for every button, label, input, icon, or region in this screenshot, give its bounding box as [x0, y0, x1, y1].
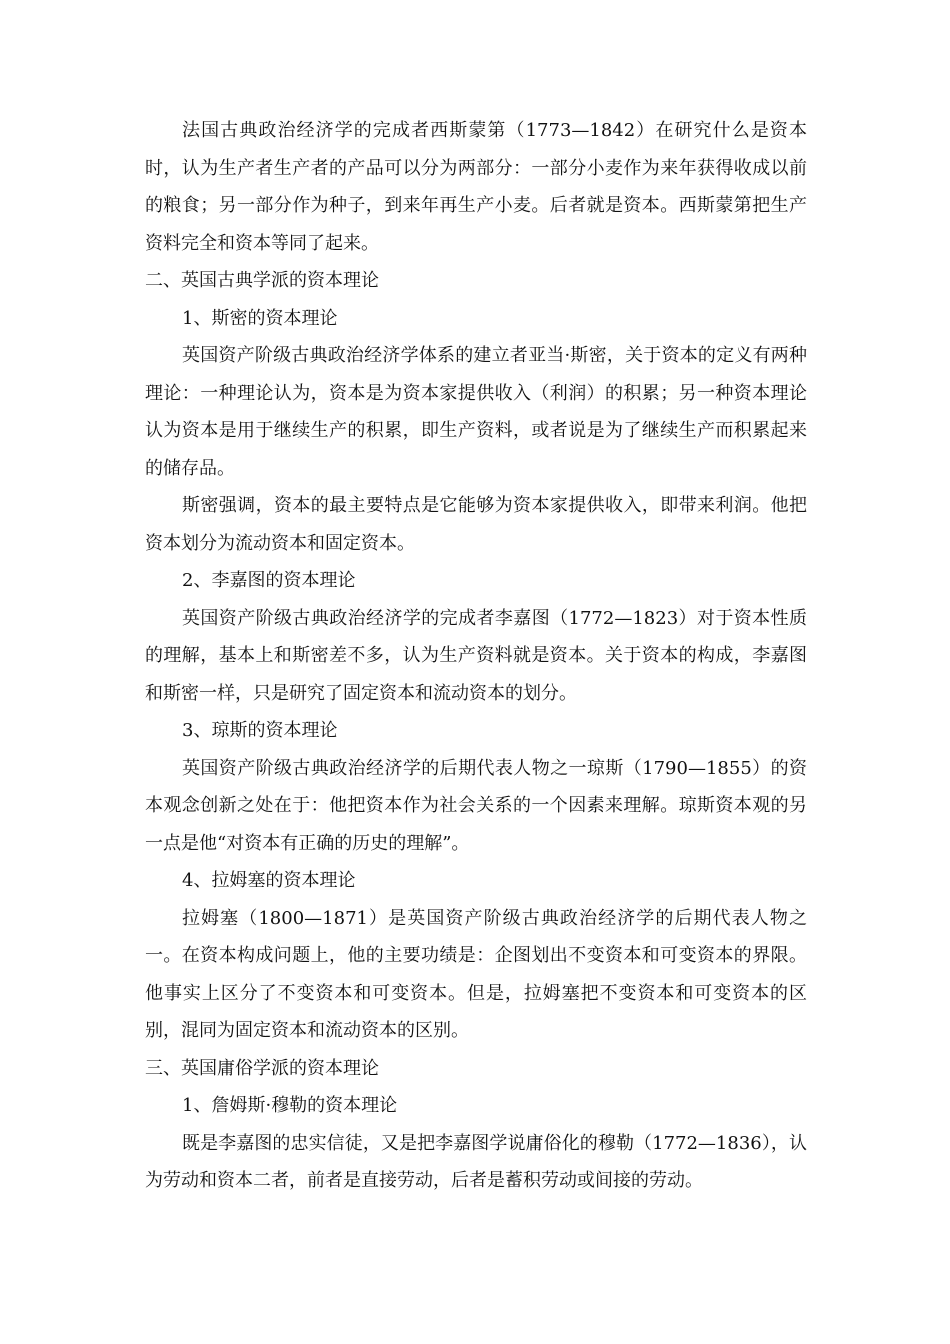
- section-heading-vulgar: 三、英国庸俗学派的资本理论: [145, 1057, 379, 1079]
- subheading-jones: 3、琼斯的资本理论: [182, 720, 338, 741]
- subheading-ricardo: 2、李嘉图的资本理论: [182, 570, 356, 591]
- paragraph-jones: 英国资产阶级古典政治经济学的后期代表人物之一琼斯（1790—1855）的资本观念创新之处在于：他把资本作为社会关系的一个因素来理解。琼斯资本观的另一点是他“对资本有正确的历史的理解”。: [145, 757, 807, 854]
- paragraph-ramsay: 拉姆塞（1800—1871）是英国资产阶级古典政治经济学的后期代表人物之一。在资本构成问题上，他的主要功绩是：企图划出不变资本和可变资本的界限。他事实上区分了不变资本和可变资本。但是，拉姆塞把不变资本和可变资本的区别，混同为固定资本和流动资本的区别。: [145, 907, 807, 1041]
- document-body: [145, 112, 807, 1200]
- subheading-ramsay: 4、拉姆塞的资本理论: [182, 870, 356, 891]
- subheading-smith: 1、斯密的资本理论: [182, 307, 338, 329]
- paragraph-sismondi: 法国古典政治经济学的完成者西斯蒙第（1773—1842）在研究什么是资本时，认为生产者生产者的产品可以分为两部分：一部分小麦作为来年获得收成以前的粮食；另一部分作为种子，到来年再生产小麦。后者就是资本。西斯蒙第把生产资料完全和资本等同了起来。: [145, 120, 807, 254]
- paragraph-ricardo: 英国资产阶级古典政治经济学的完成者李嘉图（1772—1823）对于资本性质的理解，基本上和斯密差不多，认为生产资料就是资本。关于资本的构成，李嘉图和斯密一样，只是研究了固定资本和流动资本的划分。: [145, 607, 807, 704]
- section-heading-classical: 二、英国古典学派的资本理论: [145, 270, 379, 291]
- paragraph-james-mill: 既是李嘉图的忠实信徒，又是把李嘉图学说庸俗化的穆勒（1772—1836），认为劳动和资本二者，前者是直接劳动，后者是蓄积劳动或间接的劳动。: [145, 1132, 807, 1191]
- paragraph-smith-definition: 英国资产阶级古典政治经济学体系的建立者亚当·斯密，关于资本的定义有两种理论：一种理论认为，资本是为资本家提供收入（利润）的积累；另一种资本理论认为资本是用于继续生产的积累，即生产资料，或者说是为了继续生产而积累起来的储存品。: [145, 345, 807, 479]
- subheading-james-mill: 1、詹姆斯·穆勒的资本理论: [182, 1095, 398, 1116]
- paragraph-smith-emphasis: 斯密强调，资本的最主要特点是它能够为资本家提供收入，即带来利润。他把资本划分为流动资本和固定资本。: [145, 495, 807, 554]
